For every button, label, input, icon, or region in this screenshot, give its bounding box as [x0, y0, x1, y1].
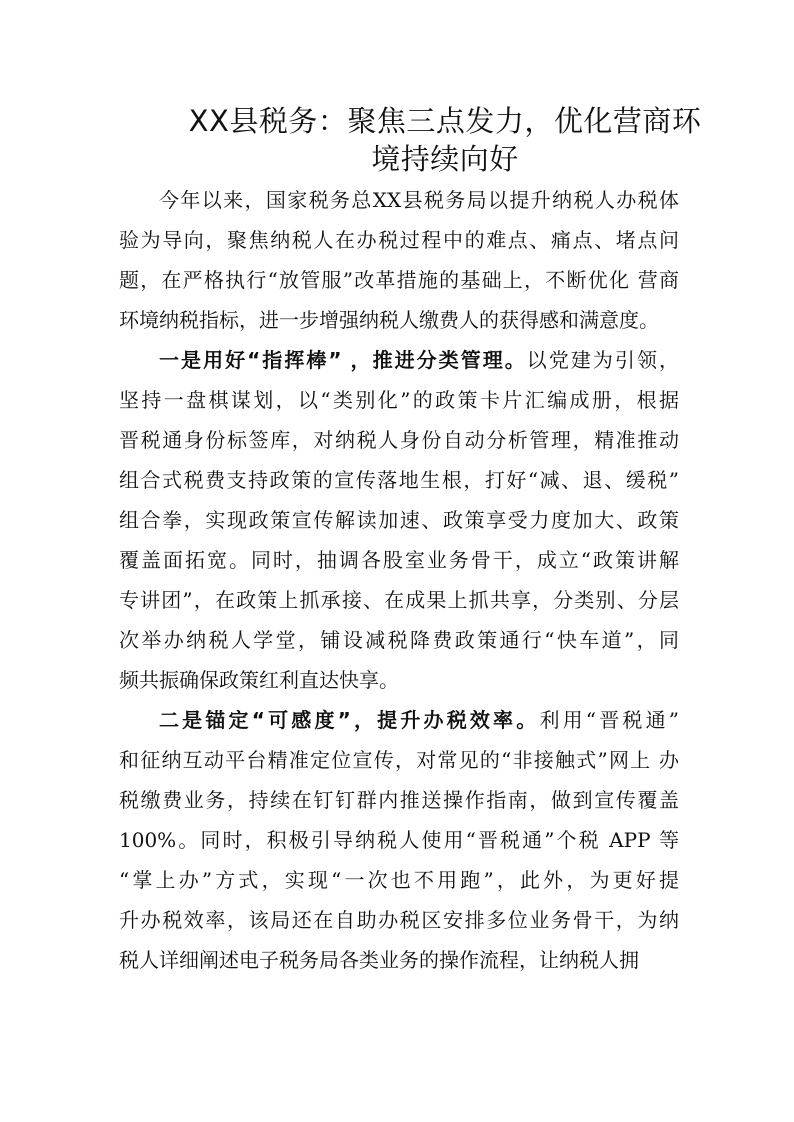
paragraph-3-first-line	[159, 706, 679, 734]
paragraph-2-line: 组合式税费支持政策的宣传落地生根，打好“减、退、缓税”	[119, 468, 679, 492]
paragraph-2-first-line	[159, 346, 679, 374]
paragraph-2-line: 坚持一盘棋谋划，以“类别化”的政策卡片汇编成册，根据	[119, 388, 679, 412]
paragraph-3-line: 100%。同时，积极引导纳税人使用“晋税通”个税 APP 等	[119, 828, 679, 852]
paragraph-3-lead: 二是锚定“可感度”，提升办税效率。	[159, 708, 540, 732]
paragraph-2-line: 晋税通身份标签库，对纳税人身份自动分析管理，精准推动	[119, 428, 679, 452]
paragraph-3-line: “掌上办”方式，实现“一次也不用跑”，此外，为更好提	[119, 868, 679, 892]
paragraph-1-line: 验为导向，聚焦纳税人在办税过程中的难点、痛点、堵点问	[119, 228, 679, 252]
paragraph-2-line: 组合拳，实现政策宣传解读加速、政策享受力度加大、政策	[119, 508, 679, 532]
document-title-line-2: 境持续向好	[371, 142, 519, 176]
paragraph-2-lead: 一是用好“指挥棒” ，推进分类管理。	[159, 348, 527, 372]
paragraph-1-line: 题，在严格执行“放管服”改革措施的基础上，不断优化 营商	[119, 268, 679, 292]
paragraph-2-text: 以党建为引领，	[526, 348, 679, 372]
paragraph-1-line: 今年以来，国家税务总XX县税务局以提升纳税人办税体	[159, 188, 679, 212]
document-title-line-1: XX县税务：聚焦三点发力，优化营商环	[188, 104, 702, 138]
paragraph-2-line: 覆盖面拓宽。同时，抽调各股室业务骨干，成立“政策讲解	[119, 548, 679, 572]
paragraph-3-line: 税缴费业务，持续在钉钉群内推送操作指南，做到宣传覆盖	[119, 788, 679, 812]
paragraph-3-line: 和征纳互动平台精准定位宣传，对常见的“非接触式”网上 办	[119, 748, 679, 772]
paragraph-1-line: 环境纳税指标，进一步增强纳税人缴费人的获得感和满意度。	[119, 308, 659, 332]
paragraph-3-text: 利用“晋税通”	[539, 708, 679, 732]
paragraph-3-line: 升办税效率，该局还在自助办税区安排多位业务骨干，为纳	[119, 908, 679, 932]
paragraph-3-line: 税人详细阐述电子税务局各类业务的操作流程，让纳税人拥	[119, 948, 639, 972]
paragraph-2-line: 次举办纳税人学堂，铺设减税降费政策通行“快车道”，同	[119, 628, 679, 652]
paragraph-2-line: 频共振确保政策红利直达快享。	[119, 668, 399, 692]
paragraph-2-line: 专讲团”，在政策上抓承接、在成果上抓共享，分类别、分层	[119, 588, 679, 612]
